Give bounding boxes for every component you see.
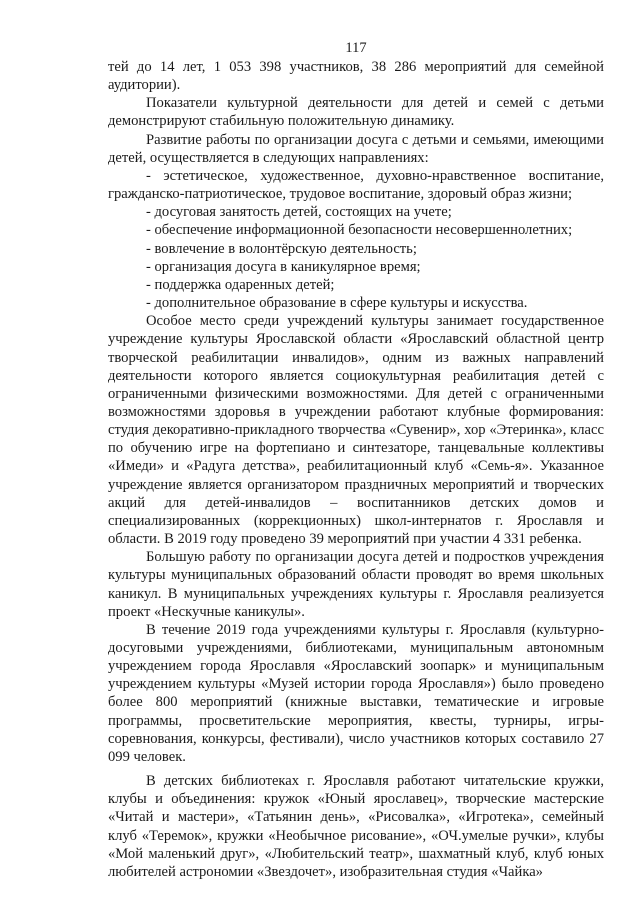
paragraph-indicators: Показатели культурной деятельности для детей и семей с детьми демонстрируют стабильную положительную динамику. — [108, 95, 604, 130]
paragraph-rehabilitation-center: Особое место среди учреждений культуры занимает государственное учреждение культуры Ярославской области «Ярославский областной центр творческой реабилитации инвалидов», одним из важных направлений деятельности которого является социокультурная реабилитация детей с ограниченными физическими возможностями. Для детей с ограниченными возможностями здоровья в учреждении работают клубные формирования: студия декоративно-прикладного творчества «Сувенир», хор «Этеринка», класс по обучению игре на фортепиано и синтезаторе, танцевальные коллективы «Имеди» и «Радуга детства», реабилитационный клуб «Семь-я». Указанное учреждение является организатором праздничных мероприятий и творческих акций для детей-инвалидов – воспитанников детских домов и специализированных (коррекционных) школ-интернатов г. Ярославля и области. В 2019 году проведено 39 мероприятий при участии 4 331 ребенка. — [108, 313, 604, 548]
list-item: - дополнительное образование в сфере культуры и искусства. — [146, 295, 528, 312]
paragraph-continuation: тей до 14 лет, 1 053 398 участников, 38 286 мероприятий для семейной аудитории). — [108, 59, 604, 94]
page-number: 117 — [345, 40, 367, 56]
paragraph-school-holidays: Большую работу по организации досуга детей и подростков учреждения культуры муниципальных образований области проводят во время школьных каникул. В муниципальных учреждениях культуры г. Ярославля реализуется проект «Нескучные каникулы». — [108, 549, 604, 620]
list-item: - эстетическое, художественное, духовно-нравственное воспитание, гражданско-патриотическое, трудовое воспитание, здоровый образ жизни; — [108, 167, 604, 203]
paragraph-directions-intro: Развитие работы по организации досуга с детьми и семьями, имеющими детей, осуществляется в следующих направлениях: — [108, 131, 604, 166]
document-body — [108, 58, 604, 881]
list-item: - поддержка одаренных детей; — [146, 276, 335, 293]
paragraph-yaroslavl-2019: В течение 2019 года учреждениями культуры г. Ярославля (культурно-досуговыми учреждениями, библиотеками, муниципальным автономным учреждением города Ярославля «Ярославский зоопарк» и муниципальным учреждением культуры «Музей истории города Ярославля») было проведено более 800 мероприятий (книжные выставки, тематические и игровые программы, просветительские мероприятия, квесты, турниры, игры-соревнования, конкурсы, фестивали), число участников которых составило 27 099 человек. — [108, 621, 604, 765]
paragraph-children-libraries: В детских библиотеках г. Ярославля работают читательские кружки, клубы и объединения: кружок «Юный ярославец», творческие мастерские «Читай и мастери», «Татьянин день», «Рисовалка», «Игротека», семейный клуб «Теремок», кружки «Необычное рисование», «ОЧ.умелые ручки», клубы «Мой маленький друг», «Любительский театр», шахматный клуб, клуб юных любителей астрономии «Звездочет», изобразительная студия «Чайка» — [108, 773, 604, 880]
list-item: - обеспечение информационной безопасности несовершеннолетних; — [146, 222, 573, 239]
list-item: - организация досуга в каникулярное время; — [146, 258, 421, 275]
list-item: - досуговая занятость детей, состоящих на учете; — [146, 204, 452, 221]
list-item: - вовлечение в волонтёрскую деятельность; — [146, 240, 417, 257]
